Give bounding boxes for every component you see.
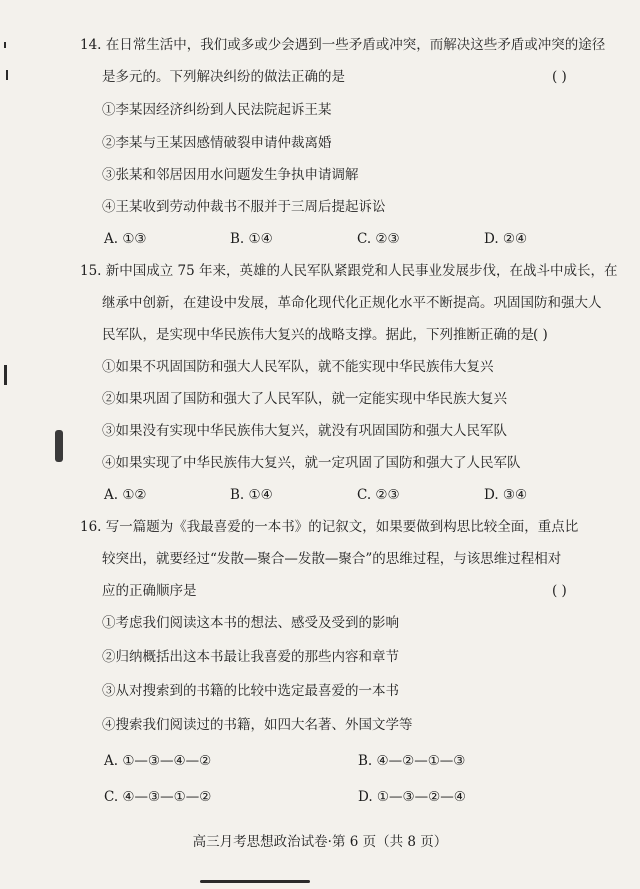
ink-smudge — [55, 430, 63, 462]
q16-item-3: ③从对搜索到的书籍的比较中选定最喜爱的一本书 — [102, 683, 399, 699]
q14-item-1: ①李某因经济纠纷到人民法院起诉王某 — [102, 102, 332, 118]
q16-option-d: D. ①—③—②—④ — [358, 789, 466, 805]
q16-stem-line3: 应的正确顺序是 — [102, 583, 197, 599]
q14-option-d: D. ②④ — [484, 231, 528, 247]
q15-stem-line2: 继承中创新，在建设中发展，革命化现代化正规化水平不断提高。巩固国防和强大人 — [102, 295, 602, 311]
q15-stem-line1: 15. 新中国成立 75 年来，英雄的人民军队紧跟党和人民事业发展步伐，在战斗中成长，在 — [80, 263, 618, 279]
q14-item-4: ④王某收到劳动仲裁书不服并于三周后提起诉讼 — [102, 199, 386, 215]
q16-option-b: B. ④—②—①—③ — [358, 753, 466, 769]
page-footer: 高三月考思想政治试卷·第 6 页（共 8 页） — [192, 834, 448, 850]
q16-item-4: ④搜索我们阅读过的书籍，如四大名著、外国文学等 — [102, 717, 413, 733]
q15-option-a: A. ①② — [104, 487, 147, 503]
q15-item-2: ②如果巩固了国防和强大了人民军队，就一定能实现中华民族大复兴 — [102, 391, 507, 407]
scan-mark — [4, 365, 7, 385]
q16-option-a: A. ①—③—④—② — [104, 753, 212, 769]
q16-stem-line2: 较突出，就要经过“发散—聚合—发散—聚合”的思维过程，与该思维过程相对 — [102, 551, 562, 567]
q14-answer-paren: ( ) — [552, 69, 567, 85]
q15-answer-paren: ( ) — [533, 327, 548, 343]
q14-item-2: ②李某与王某因感情破裂申请仲裁离婚 — [102, 135, 332, 151]
scan-mark — [6, 70, 8, 80]
q14-item-3: ③张某和邻居因用水问题发生争执申请调解 — [102, 167, 359, 183]
q16-stem-line1: 16. 写一篇题为《我最喜爱的一本书》的记叙文，如果要做到构思比较全面，重点比 — [80, 519, 579, 535]
q14-option-c: C. ②③ — [357, 231, 400, 247]
q16-answer-paren: ( ) — [552, 583, 567, 599]
q14-option-b: B. ①④ — [230, 231, 273, 247]
q16-item-2: ②归纳概括出这本书最让我喜爱的那些内容和章节 — [102, 649, 399, 665]
q14-stem-line1: 14. 在日常生活中，我们或多或少会遇到一些矛盾或冲突，而解决这些矛盾或冲突的途径 — [80, 37, 606, 53]
scan-mark — [4, 42, 6, 48]
scan-mark — [200, 880, 310, 883]
q15-item-3: ③如果没有实现中华民族伟大复兴，就没有巩固国防和强大人民军队 — [102, 423, 507, 439]
q15-option-b: B. ①④ — [230, 487, 273, 503]
q15-item-1: ①如果不巩固国防和强大人民军队，就不能实现中华民族伟大复兴 — [102, 359, 494, 375]
q14-stem-line2: 是多元的。下列解决纠纷的做法正确的是 — [102, 69, 345, 85]
q16-option-c: C. ④—③—①—② — [104, 789, 212, 805]
q15-item-4: ④如果实现了中华民族伟大复兴，就一定巩固了国防和强大了人民军队 — [102, 455, 521, 471]
q15-option-d: D. ③④ — [484, 487, 528, 503]
q16-item-1: ①考虑我们阅读这本书的想法、感受及受到的影响 — [102, 615, 399, 631]
q15-stem-line3: 民军队，是实现中华民族伟大复兴的战略支撑。据此，下列推断正确的是 — [102, 327, 534, 343]
q15-option-c: C. ②③ — [357, 487, 400, 503]
q14-option-a: A. ①③ — [104, 231, 147, 247]
